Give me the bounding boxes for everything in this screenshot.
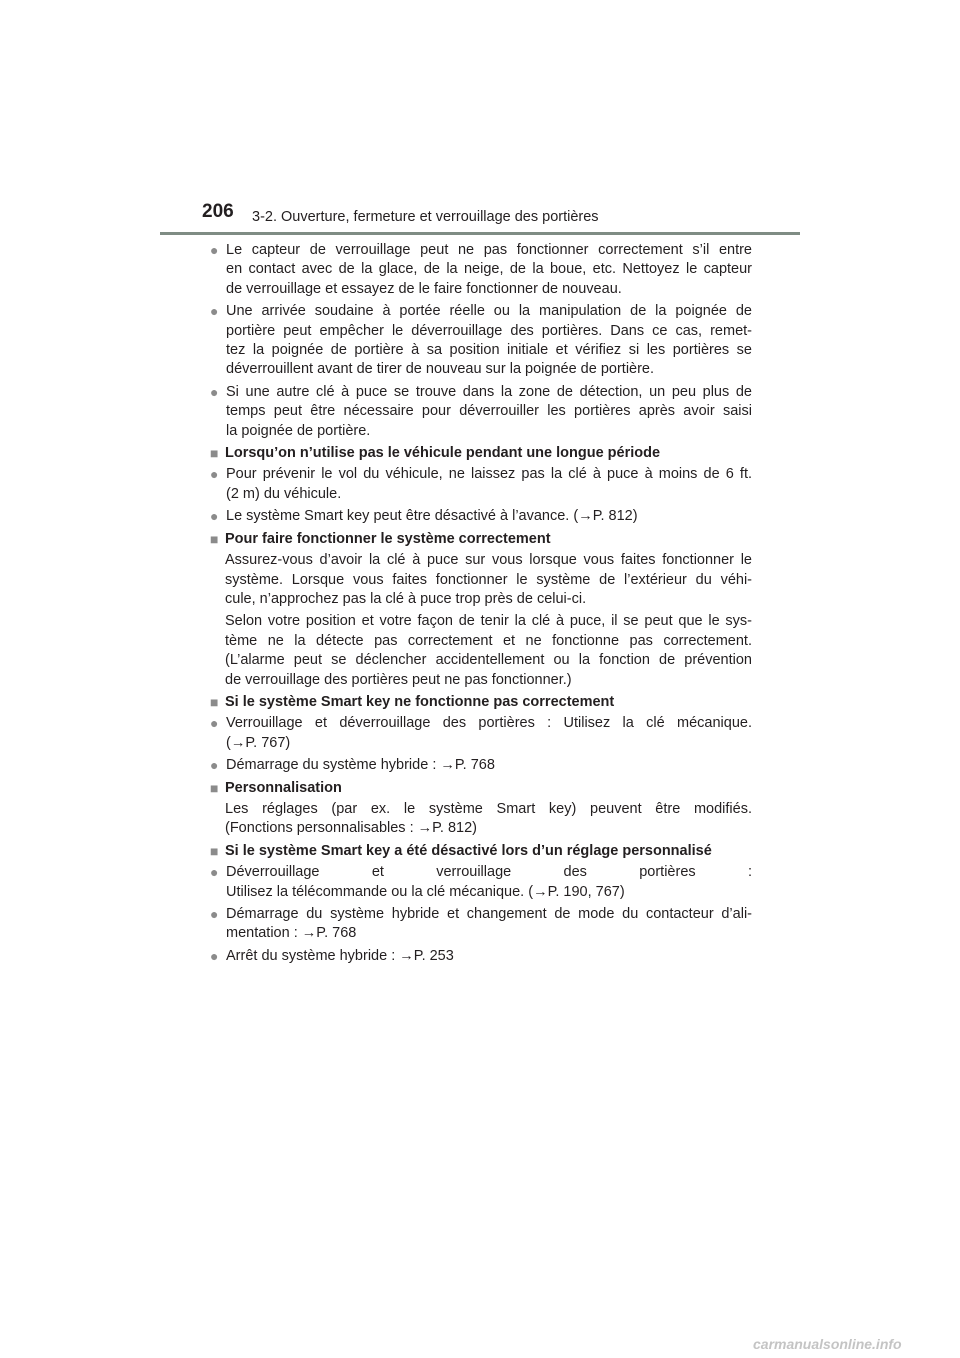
bullet-item — [210, 507, 752, 526]
bullet-dot-icon: ● — [210, 508, 219, 525]
section-heading — [210, 693, 752, 712]
text-line: en contact avec de la glace, de la neige, de la boue, etc. Nettoyez le capteur — [226, 261, 752, 278]
paragraph — [210, 551, 752, 609]
bullet-item — [210, 302, 752, 380]
section-heading — [210, 444, 752, 463]
text-line: (L’alarme peut se déclencher accidentellement ou la fonction de prévention — [225, 652, 752, 669]
text-line: Le capteur de verrouillage peut ne pas fonctionner correctement s’il entre — [226, 242, 752, 258]
square-marker-icon: ■ — [210, 445, 219, 462]
bullet-item — [210, 905, 752, 944]
watermark: carmanualsonline.info — [753, 1336, 902, 1352]
text-line: Pour prévenir le vol du véhicule, ne laissez pas la clé à puce à moins de 6 ft. — [226, 466, 752, 483]
bullet-item — [210, 863, 752, 902]
text-line: déverrouillent avant de tirer de nouveau sur la poignée de portière. — [226, 361, 655, 378]
square-marker-icon: ■ — [210, 779, 219, 796]
content — [210, 241, 752, 969]
bullet-dot-icon: ● — [210, 947, 219, 964]
text-line: système. Lorsque vous faites fonctionner le système de l’extérieur du véhi- — [225, 571, 752, 588]
square-marker-icon: ■ — [210, 842, 219, 859]
page-number: 206 — [202, 201, 234, 222]
text-line: tème ne la détecte pas correctement et ne fonctionne pas correctement. — [225, 632, 752, 649]
text-line: Déverrouillage et verrouillage des portières : — [226, 864, 752, 881]
square-marker-icon: ■ — [210, 693, 219, 710]
section-heading — [210, 530, 752, 549]
heading-text: Lorsqu’on n’utilise pas le véhicule pendant une longue période — [225, 445, 661, 462]
paragraph — [210, 612, 752, 690]
text-line: Utilisez la télécommande ou la clé mécanique. (→P. 190, 767) — [226, 883, 625, 900]
header-rule — [160, 232, 800, 235]
text-line: Une arrivée soudaine à portée réelle ou la manipulation de la poignée de — [226, 303, 752, 320]
text-line: la poignée de portière. — [226, 422, 371, 439]
text-line: Arrêt du système hybride : →P. 253 — [226, 947, 454, 964]
bullet-dot-icon: ● — [210, 715, 219, 732]
text-line: mentation : →P. 768 — [226, 925, 357, 942]
text-line: de verrouillage et essayez de le faire fonctionner de nouveau. — [226, 280, 622, 297]
bullet-dot-icon: ● — [210, 864, 219, 881]
bullet-item — [210, 465, 752, 504]
text-line: Si une autre clé à puce se trouve dans la zone de détection, un peu plus de — [226, 383, 752, 400]
bullet-item — [210, 947, 752, 966]
text-line: Les réglages (par ex. le système Smart key) peuvent être modifiés. — [225, 800, 752, 817]
bullet-item — [210, 383, 752, 441]
section-heading — [210, 842, 752, 861]
text-line: (Fonctions personnalisables : →P. 812) — [225, 820, 478, 837]
paragraph — [210, 800, 752, 839]
text-line: (→P. 767) — [226, 734, 291, 751]
heading-text: Si le système Smart key ne fonctionne pas correctement — [225, 693, 615, 710]
text-line: cule, n’approchez pas la clé à puce trop près de celui-ci. — [225, 590, 587, 607]
heading-text: Personnalisation — [225, 779, 342, 796]
heading-text: Si le système Smart key a été désactivé lors d’un réglage personnalisé — [225, 842, 712, 859]
text-line: (2 m) du véhicule. — [226, 485, 342, 502]
text-line: temps peut être nécessaire pour déverrouiller les portières après avoir saisi — [226, 403, 752, 420]
bullet-item — [210, 756, 752, 775]
section-heading — [210, 779, 752, 798]
text-line: Démarrage du système hybride : →P. 768 — [226, 757, 495, 774]
bullet-dot-icon: ● — [210, 242, 219, 258]
text-line: tez la poignée de portière à sa position initiale et vérifiez si les portières se — [226, 342, 752, 359]
section-title: 3-2. Ouverture, fermeture et verrouillage des portières — [252, 209, 599, 225]
bullet-dot-icon: ● — [210, 303, 219, 320]
text-line: Le système Smart key peut être désactivé à l’avance. (→P. 812) — [226, 508, 638, 525]
bullet-dot-icon: ● — [210, 383, 219, 400]
bullet-dot-icon: ● — [210, 757, 219, 774]
bullet-item — [210, 714, 752, 753]
text-line: de verrouillage des portières peut ne pas fonctionner.) — [225, 671, 572, 688]
text-line: Assurez-vous d’avoir la clé à puce sur vous lorsque vous faites fonctionner le — [225, 552, 752, 569]
text-line: Selon votre position et votre façon de tenir la clé à puce, il se peut que le sys- — [225, 613, 752, 630]
text-line: portière peut empêcher le déverrouillage des portières. Dans ce cas, remet- — [226, 322, 752, 339]
square-marker-icon: ■ — [210, 530, 219, 547]
text-line: Verrouillage et déverrouillage des portières : Utilisez la clé mécanique. — [226, 715, 752, 732]
bullet-item — [210, 241, 752, 299]
text-line: Démarrage du système hybride et changement de mode du contacteur d’ali- — [226, 906, 752, 922]
bullet-dot-icon: ● — [210, 906, 219, 922]
heading-text: Pour faire fonctionner le système correctement — [225, 530, 551, 547]
bullet-dot-icon: ● — [210, 466, 219, 483]
